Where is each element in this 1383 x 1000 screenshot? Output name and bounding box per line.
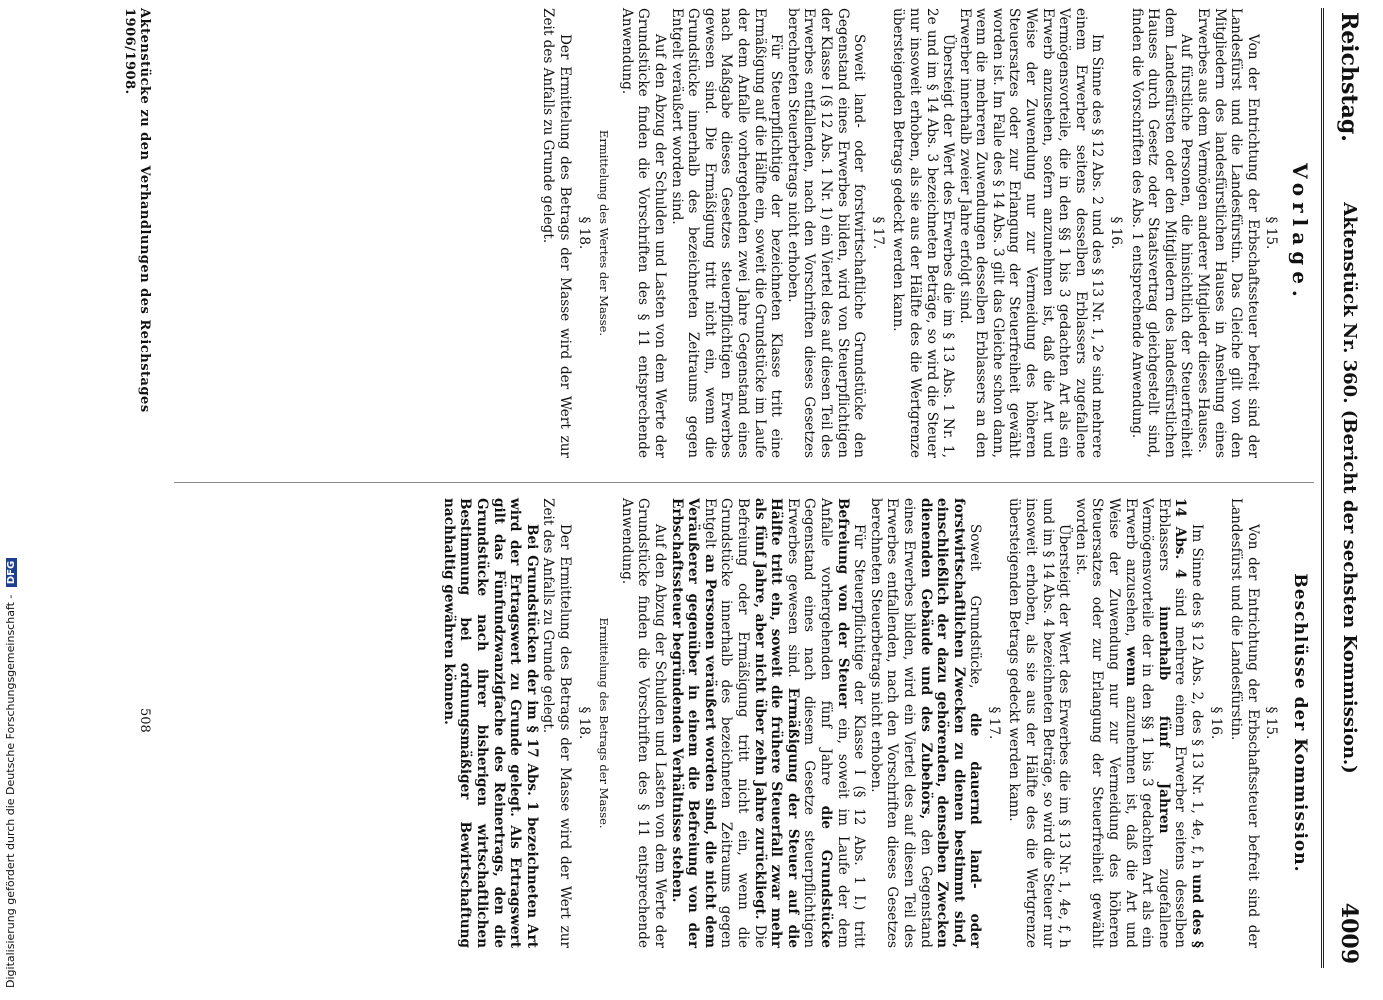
r-section-16-head: § 16. — [1207, 706, 1224, 740]
r16-text-g: anzunehmen ist, daß die Art und Weise der Zuwendung nur zur Vermeidung des höheren Steuersatzes oder zur Erlangung der Steuerfreiheit gewählt worden ist. — [1072, 498, 1139, 949]
section-17-paragraph-1: Soweit land- oder forstwirtschaftliche Grundstücke den Gegenstand eines Erwerbes bilden, wird von Steuerpflichtigen der Klasse I (§ 12 Abs. 1 Nr. 1) ein Viertel des auf diesen Teil des Erwerbes entfallenden, nach den Vorschriften dieses Gesetzes berechneten Steuerbetrags nicht erhoben. — [784, 8, 868, 458]
r17-2-text-c: ein, soweit im Laufe der dem Anfalle vorhergehenden fünf Jahre — [817, 498, 851, 948]
r16-bold-d: innerhalb fünf Jahren — [1155, 606, 1172, 834]
column-title-beschluesse: Beschlüsse der Kommission. — [1290, 573, 1310, 873]
r-section-17-paragraph-1 — [867, 498, 983, 948]
r17-2-text-a: Für Steuerpflichtige der Klasse I (§ 12 Abs. 1 I.) tritt — [851, 524, 868, 948]
section-18-paragraph-1: Der Ermittelung des Betrags der Masse wird der Wert zur Zeit des Anfalls zu Grunde gelegt. — [540, 8, 574, 458]
r17-2-bold-f: Ermäßigung der Steuer auf die Hälfte tritt ein, soweit die frühere Steuerfall zwar mehr als fünf Jahre, aber nicht über zehn Jahre zurückliegt. — [751, 498, 801, 948]
r16-bold-f: wenn — [1122, 646, 1139, 687]
r-section-17-head: § 17. — [985, 706, 1002, 740]
header-left: Reichstag. — [1336, 12, 1362, 142]
r17-2-bold-b: Befreiung von der Steuer — [834, 498, 851, 709]
r16-bold-b: und des § 14 Abs. 4 — [1172, 498, 1206, 949]
section-16-paragraph-1: Im Sinne des § 12 Abs. 2 und des § 13 Nr. 1, 2e sind mehrere einem Erwerber seitens desselben Erblassers zugefallene Vermögensvorteile, die in den §§ 1 bis 3 gedachten Art als ein Erwerb anzusehen, sofern anzunehmen ist, daß die Art und Weise der Zuwendung nur zur Vermeidung des höheren Steuersatzes oder zur Erlangung der Steuerfreiheit gewählt worden ist. Im Falle des § 14 Abs. 3 gilt das Gleiche schon dann, wenn die mehreren Zuwendungen desselben Erblassers an den Erwerber innerhalb zweier Jahre erfolgt sind. — [956, 8, 1106, 458]
r17-2-bold-h: an Personen veräußert worden sind, die nicht dem Veräußerer gegenüber in einem die Befreiung von der Erbschaftssteuer begründenden Verhältnisse stehen. — [668, 498, 718, 948]
digitization-credit — [0, 0, 24, 1000]
header-center: Aktenstück Nr. 360. (Bericht der sechsten Kommission.) — [1339, 202, 1360, 774]
r16-text-e: zugefallene Vermögensvorteile der in den §§ 1 bis 3 gedachten Art als ein Erwerb anzusehen, — [1122, 498, 1172, 949]
column-beschluesse — [440, 498, 1314, 948]
page-header — [1321, 8, 1370, 968]
r17-2-bold-d: die Grundstücke — [817, 805, 834, 948]
section-15-paragraph-1: Von der Entrichtung der Erbschaftssteuer befreit sind der Landesfürst und die Landesfürstin. Das Gleiche gilt von den Mitgliedern des landesfürstlichen Hauses in Ansehung eines Erwerbes aus dem Vermögen anderer Mitglieder dieses Hauses. — [1195, 8, 1261, 458]
column-title-vorlage: Vorlage. — [1288, 163, 1312, 303]
section-17-paragraph-2: Für Steuerpflichtige der bezeichneten Klasse tritt eine Ermäßigung auf die Hälfte ein, soweit die Grundstücke im Laufe der dem Anfalle vorhergehenden zwei Jahre Gegenstand eines nach Maßgabe dieses Gesetzes steuerpflichtigen Erwerbes gewesen sind. Die Ermäßigung tritt nicht ein, wenn die Grundstücke innerhalb des bezeichneten Zeitraums gegen Entgelt veräußert worden sind. — [668, 8, 785, 458]
r16-text-c: sind mehrere einem Erwerber seitens desselben Erblassers — [1155, 498, 1189, 949]
r-section-15-head: § 15. — [1263, 706, 1280, 740]
page-footer-number: 508 — [137, 708, 152, 733]
r17-bold-b: die dauernd land- oder forstwirtschaftlichen Zwecken zu dienen bestimmt sind, einschließlich der dazu gehörenden, denselben Zwecken dienenden Gebäude und des Zubehörs, — [917, 498, 984, 949]
r-section-18-subtitle: Ermittelung des Betrags der Masse. — [597, 617, 612, 829]
r16-text-a: Im Sinne des § 12 Abs. 2, des § 13 Nr. 1, 4e, f, h — [1189, 524, 1206, 869]
r17-2-text-e: Gegenstand eines nach diesem Gesetze steuerpflichtigen Erwerbes gewesen sind. — [784, 498, 818, 948]
section-18-subtitle: Ermittelung des Wertes der Masse. — [597, 129, 612, 337]
r17-text-c: den Gegenstand eines Erwerbes bilden, wird ein Viertel des auf diesen Teil des Erwerbes entfallenden, nach den Vorschriften dieses Gesetzes berechneten Steuerbetrags nicht erhoben. — [867, 498, 934, 948]
r-section-16-paragraph-1 — [1072, 498, 1205, 948]
dfg-logo: DFG — [6, 558, 17, 587]
page-number: 4009 — [1336, 902, 1362, 964]
r17-2-text-g: Die Befreiung oder Ermäßigung tritt nicht ein, wenn die Grundstücke innerhalb des bezeichneten Zeitraums gegen Entgelt — [701, 498, 768, 948]
document-page — [100, 8, 1370, 968]
r-section-17-paragraph-2 — [668, 498, 867, 948]
r-section-18-paragraph-2: Bei Grundstücken der im § 17 Abs. 1 bezeichneten Art wird der Ertragswert zu Grunde gelegt. Als Ertragswert gilt das Fünfundzwanzigfache des Reinertrags, den die Grundstücke nach ihrer bisherigen wirtschaftlichen Bestimmung bei ordnungsmäßiger Bewirtschaftung nachhaltig gewähren können. — [440, 498, 540, 948]
section-16-paragraph-2: Übersteigt der Wert des Erwerbes die im § 13 Abs. 1 Nr. 1, 2e und im § 14 Abs. 3 bezeichneten Beträge, so wird die Steuer nur insoweit erhoben, als sie aus der Hälfte des die Wertgrenze übersteigenden Betrags gedeckt werden kann. — [890, 8, 957, 458]
section-16-head: § 16. — [1108, 216, 1125, 250]
r-section-17-paragraph-3: Auf den Abzug der Schulden und Lasten von dem Werte der Grundstücke finden die Vorschriften des § 11 entsprechende Anwendung. — [618, 498, 669, 948]
column-divider — [174, 482, 1314, 483]
section-15-paragraph-2: Auf fürstliche Personen, die hinsichtlich der Steuerfreiheit dem Landesfürsten oder den Mitgliedern des landesfürstlichen Hauses durch Gesetz oder Staatsvertrag gleichgestellt sind, finden die Vorschriften des Abs. 1 entsprechende Anwendung. — [1128, 8, 1195, 458]
r17-text-a: Soweit Grundstücke, — [967, 524, 984, 689]
page-footer-title: Aktenstücke zu den Verhandlungen des Reichstages 1906/1908. — [122, 8, 152, 413]
credit-text: Digitalisierung gefördert durch die Deutsche Forschungsgemeinschaft - — [4, 594, 17, 988]
section-18-head: § 18. — [575, 216, 592, 250]
r-section-18-paragraph-1: Der Ermittelung des Betrags der Masse wird der Wert zur Zeit des Anfalls zu Grunde gelegt. — [540, 498, 574, 948]
r-section-15-paragraph-1: Von der Entrichtung der Erbschaftssteuer befreit sind der Landesfürst und die Landesfürstin. — [1228, 498, 1261, 948]
column-vorlage — [540, 8, 1314, 458]
r-section-18-head: § 18. — [575, 706, 592, 740]
section-15-head: § 15. — [1263, 216, 1280, 250]
r-section-16-paragraph-2: Übersteigt der Wert des Erwerbes die im § 13 Nr. 1, 4e, f, h und im § 14 Abs. 4 bezeichneten Beträge, so wird die Steuer nur insoweit erhoben, als sie aus der Hälfte des die Wertgrenze übersteigenden Betrags gedeckt werden kann. — [1006, 498, 1073, 948]
section-17-head: § 17. — [869, 216, 886, 250]
section-17-paragraph-3: Auf den Abzug der Schulden und Lasten von dem Werte der Grundstücke finden die Vorschriften des § 11 entsprechende Anwendung. — [618, 8, 669, 458]
